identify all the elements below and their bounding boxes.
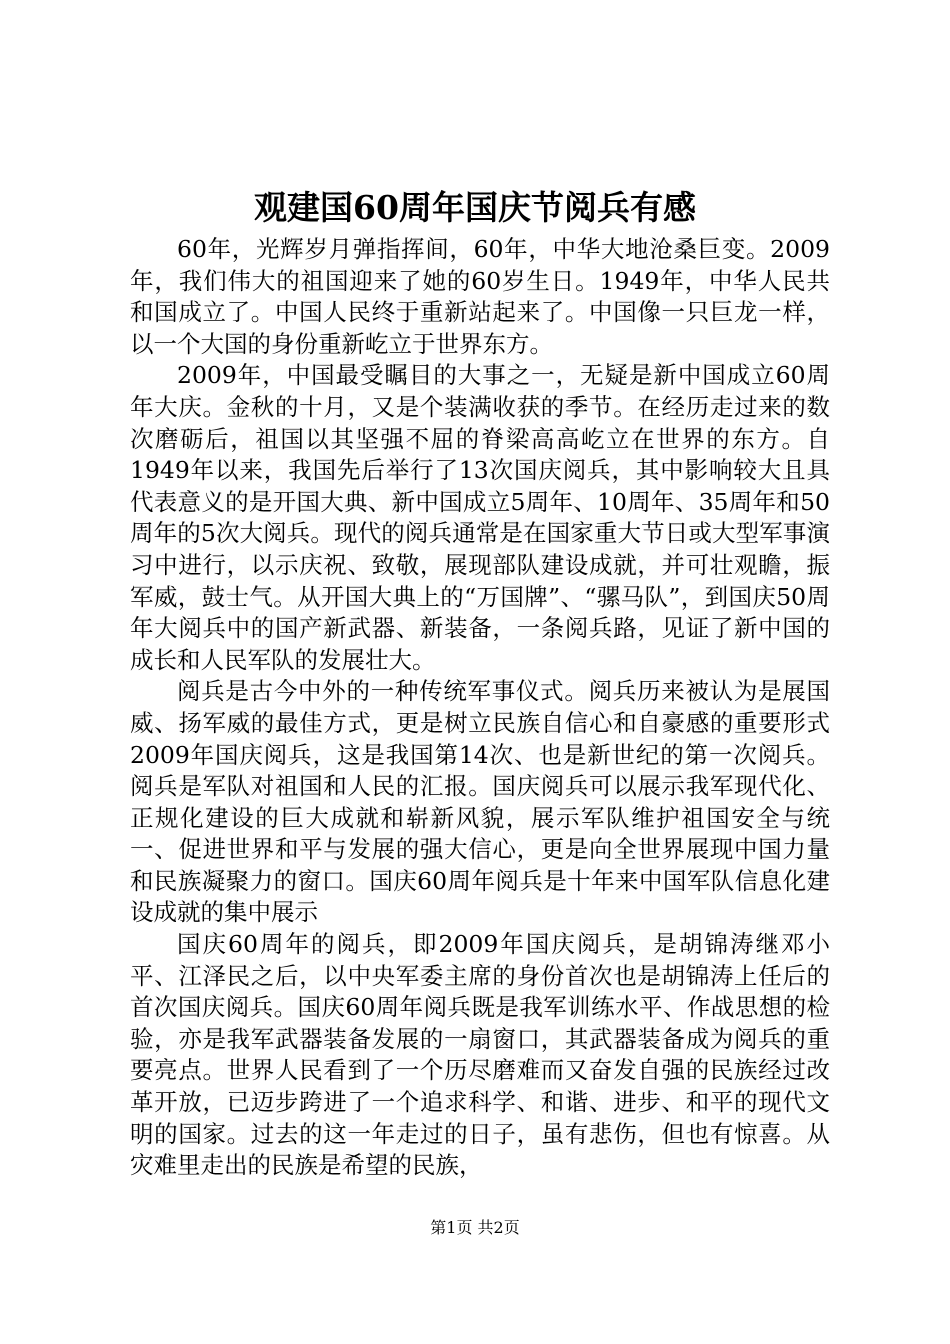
document-title: 观建国60周年国庆节阅兵有感 <box>254 188 696 227</box>
paragraph-2: 2009年，中国最受瞩目的大事之一，无疑是新中国成立60周年大庆。金秋的十月，又是个装满收获的季节。在经历走过来的数次磨砺后，祖国以其坚强不屈的脊梁高高屹立在世界的东方。自1949年以来，我国先后举行了13次国庆阅兵，其中影响较大且具代表意义的是开国大典、新中国成立5周年、10周年、35周年和50周年的5次大阅兵。现代的阅兵通常是在国家重大节日或大型军事演习中进行，以示庆祝、致敬，展现部队建设成就，并可壮观瞻，振军威，鼓士气。从开国大典上的“万国牌”、“骡马队”，到国庆50周年大阅兵中的国产新武器、新装备，一条阅兵路，见证了新中国的成长和人民军队的发展壮大。 <box>130 361 830 674</box>
page-footer: 第1页 共2页 <box>430 1218 520 1237</box>
paragraph-4: 国庆60周年的阅兵，即2009年国庆阅兵，是胡锦涛继邓小平、江泽民之后，以中央军委主席的身份首次也是胡锦涛上任后的首次国庆阅兵。国庆60周年阅兵既是我军训练水平、作战思想的检验，亦是我军武器装备发展的一扇窗口，其武器装备成为阅兵的重要亮点。世界人民看到了一个历尽磨难而又奋发自强的民族经过改革开放，已迈步跨进了一个追求科学、和谐、进步、和平的现代文明的国家。过去的这一年走过的日子，虽有悲伤，但也有惊喜。从灾难里走出的民族是希望的民族， <box>130 930 830 1180</box>
paragraph-1: 60年，光辉岁月弹指挥间，60年，中华大地沧桑巨变。2009年，我们伟大的祖国迎来了她的60岁生日。1949年，中华人民共和国成立了。中国人民终于重新站起来了。中国像一只巨龙一样，以一个大国的身份重新屹立于世界东方。 <box>130 235 830 358</box>
document-body <box>130 234 830 1182</box>
paragraph-3: 阅兵是古今中外的一种传统军事仪式。阅兵历来被认为是展国威、扬军威的最佳方式，更是树立民族自信心和自豪感的重要形式2009年国庆阅兵，这是我国第14次、也是新世纪的第一次阅兵。阅兵是军队对祖国和人民的汇报。国庆阅兵可以展示我军现代化、正规化建设的巨大成就和崭新风貌，展示军队维护祖国安全与统一、促进世界和平与发展的强大信心，更是向全世界展现中国力量和民族凝聚力的窗口。国庆60周年阅兵是十年来中国军队信息化建设成就的集中展示 <box>130 677 830 927</box>
